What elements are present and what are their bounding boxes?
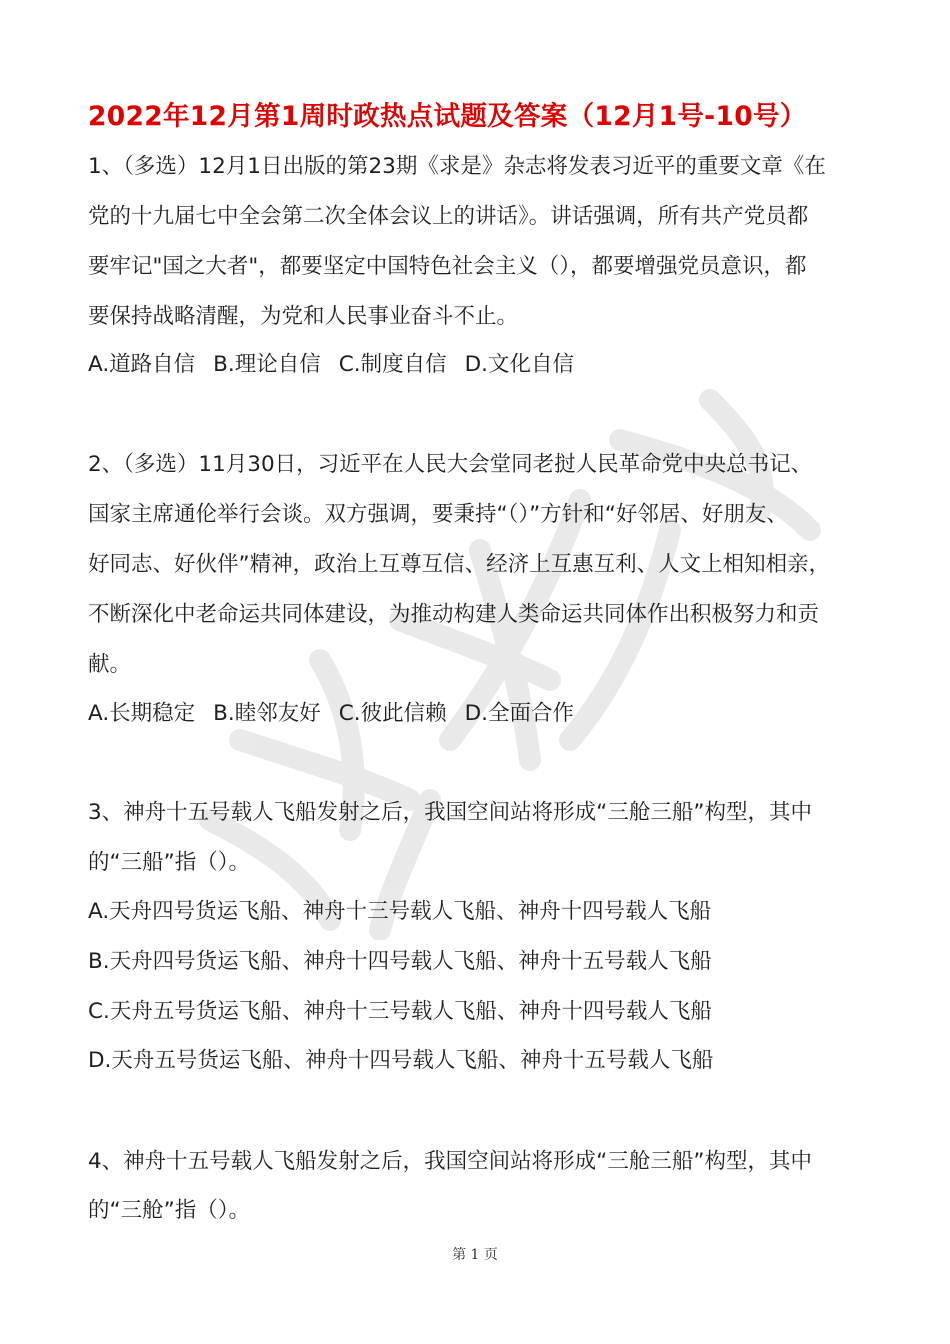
question-text-line: 1、（多选）12月1日出版的第23期《求是》杂志将发表习近平的重要文章《在 — [88, 154, 826, 179]
question-text-line: 献。 — [88, 652, 132, 677]
option-d: D.天舟五号货运飞船、神舟十四号载人飞船、神舟十五号载人飞船 — [88, 1048, 714, 1073]
question-text-line: 4、神舟十五号载人飞船发射之后，我国空间站将形成“三舱三船”构型，其中 — [88, 1149, 812, 1174]
page-title: 2022年12月第1周时政热点试题及答案（12月1号-10号） — [88, 101, 807, 132]
question-text-line: 2、（多选）11月30日，习近平在人民大会堂同老挝人民革命党中央总书记、 — [88, 452, 813, 477]
option-d: D.文化自信 — [464, 352, 575, 377]
option-a: A.道路自信 — [88, 352, 196, 377]
option-c: C.天舟五号货运飞船、神舟十三号载人飞船、神舟十四号载人飞船 — [88, 999, 712, 1024]
option-c: C.制度自信 — [338, 352, 447, 377]
question-text-line: 不断深化中老命运共同体建设，为推动构建人类命运共同体作出积极努力和贡 — [88, 602, 820, 627]
question-text-line: 要保持战略清醒，为党和人民事业奋斗不止。 — [88, 304, 519, 329]
page-number: 第 1 页 — [452, 1247, 498, 1263]
option-d: D.全面合作 — [464, 701, 575, 726]
question-text-line: 的“三舱”指（）。 — [88, 1198, 251, 1223]
option-b: B.天舟四号货运飞船、神舟十四号载人飞船、神舟十五号载人飞船 — [88, 949, 712, 974]
question-text-line: 3、神舟十五号载人飞船发射之后，我国空间站将形成“三舱三船”构型，其中 — [88, 800, 812, 825]
option-b: B.睦邻友好 — [213, 701, 321, 726]
question-text-line: 好同志、好伙伴”精神，政治上互尊互信、经济上互惠互利、人文上相知相亲， — [88, 552, 831, 577]
options-row — [88, 699, 592, 729]
question-text-line: 要牢记"国之大者"，都要坚定中国特色社会主义（），都要增强党员意识，都 — [88, 254, 807, 279]
option-c: C.彼此信赖 — [338, 701, 447, 726]
options-row — [88, 350, 592, 380]
question-text-line: 国家主席通伦举行会谈。双方强调，要秉持“（）”方针和“好邻居、好朋友、 — [88, 502, 788, 527]
question-text-line: 党的十九届七中全会第二次全体会议上的讲话》。讲话强调，所有共产党员都 — [88, 204, 809, 229]
option-a: A.长期稳定 — [88, 701, 196, 726]
option-b: B.理论自信 — [213, 352, 321, 377]
question-text-line: 的“三船”指（）。 — [88, 850, 251, 875]
option-a: A.天舟四号货运飞船、神舟十三号载人飞船、神舟十四号载人飞船 — [88, 899, 712, 924]
